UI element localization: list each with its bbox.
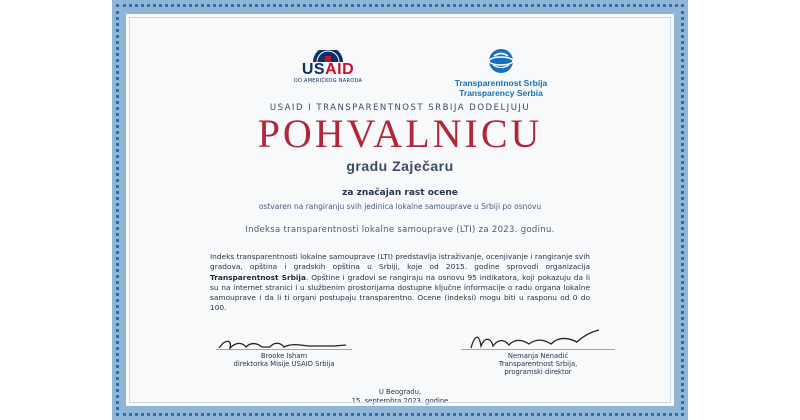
ts-logo-line1: Transparentnost Srbija xyxy=(454,78,548,88)
place: U Beogradu, xyxy=(378,388,422,396)
certificate-content xyxy=(126,14,674,406)
body-text: Indeks transparentnosti lokalne samouprave (LTI) predstavlja istraživanje, ocenjivanje i rangiranje svih gradova, opština i gradskih opština u Srbiji, koje od 2015. godine sprovodi organizacija Transparentnost Srbija. Opštine i gradovi se rangiraju na osnovu 95 indikatora, koji pokazuju da li su na internet stranici i u službenim prostorijama dostupne ključne informacije o radu organa lokalne samouprave i da li ti organi postupaju transparentno. Ocene (indeksi) mogu biti u rasponu od 0 do 100. xyxy=(210,252,591,313)
award-description: ostvaren na rangiranju svih jedinica lokalne samouprave u Srbiji po osnovu xyxy=(258,202,542,211)
transparency-serbia-logo xyxy=(426,48,576,98)
date: 15. septembra 2023. godine xyxy=(351,397,449,405)
organization-name: Transparentnost Srbija xyxy=(210,272,306,282)
signatory-left-role: direktorka Misije USAID Srbija xyxy=(233,360,335,368)
signatory-right-name: Nemanja Nenadić xyxy=(507,352,569,360)
transparency-globe-icon xyxy=(488,48,514,74)
certificate-frame xyxy=(112,0,688,420)
certificate-title: POHVALNICU xyxy=(257,111,543,156)
award-heading: USAID I TRANSPARENTNOST SRBIJA DODELJUJU xyxy=(269,103,531,113)
ts-logo-line2: Transparency Serbia xyxy=(459,88,543,98)
award-reason: za značajan rast ocene xyxy=(342,188,458,198)
signatory-right-role-title: programski direktor xyxy=(504,368,572,376)
signatory-right-role-org: Transparentnost Srbija, xyxy=(498,360,578,368)
signature-nemanja-nenadic xyxy=(453,328,623,352)
logo-bar xyxy=(126,44,674,96)
signature-brooke-isham xyxy=(214,336,354,352)
usaid-logo xyxy=(278,50,378,84)
signature-left xyxy=(204,336,364,368)
place-and-date xyxy=(126,388,674,406)
signatory-left-name: Brooke Isham xyxy=(260,352,308,360)
usaid-subtitle: OD AMERIČKOG NARODA xyxy=(293,78,363,84)
signature-right xyxy=(448,328,628,376)
recipient: gradu Zaječaru xyxy=(346,158,454,174)
index-title: Indeksa transparentnosti lokalne samouprave (LTI) za 2023. godinu. xyxy=(245,225,555,235)
usaid-wordmark: USAID xyxy=(301,61,355,78)
